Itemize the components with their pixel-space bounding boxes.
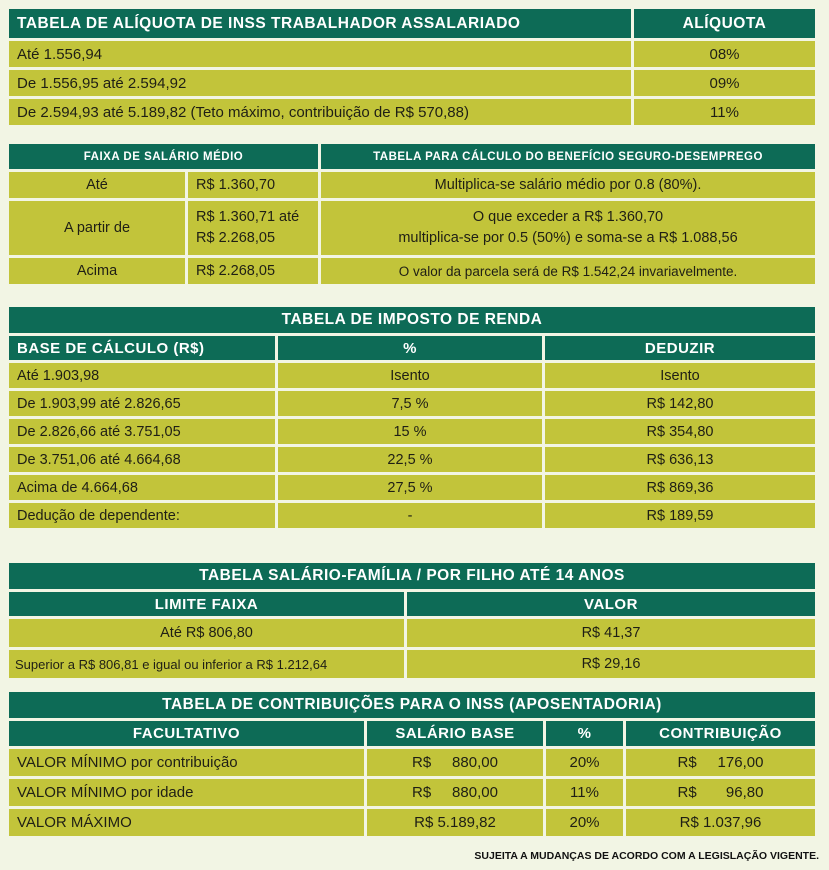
table-row [9, 41, 815, 67]
percent-header: % [278, 336, 542, 360]
salario-cell: R$ 880,00 [412, 754, 498, 771]
percent-header: % [546, 721, 623, 746]
base-calculo-header: BASE DE CÁLCULO (R$) [9, 336, 275, 360]
percent-cell: 11% [570, 784, 599, 801]
faixa-valor-cell: R$ 1.360,70 [196, 177, 276, 193]
deduzir-cell: Isento [660, 367, 700, 384]
base-cell: De 3.751,06 até 4.664,68 [17, 451, 181, 468]
calculo-cell: O que exceder a R$ 1.360,70 multiplica-se por 0.5 (50%) e soma-se a R$ 1.088,56 [398, 209, 738, 246]
table-row [9, 475, 815, 500]
faixa-label-cell: A partir de [63, 220, 131, 236]
base-cell: Até 1.903,98 [17, 367, 100, 384]
table-row [9, 650, 815, 678]
inss-aliquota-table [6, 6, 818, 128]
aposentadoria-table-title: TABELA DE CONTRIBUIÇÕES PARA O INSS (APOSENTADORIA) [9, 692, 815, 718]
percent-cell: 7,5 % [391, 395, 429, 412]
deduzir-cell: R$ 869,36 [646, 479, 714, 496]
table-row [9, 70, 815, 96]
valor-cell: R$ 41,37 [581, 625, 641, 641]
base-cell: Acima de 4.664,68 [17, 479, 138, 496]
table-row [9, 749, 815, 776]
table-row [9, 779, 815, 806]
faixa-valor-cell: R$ 1.360,71 até R$ 2.268,05 [196, 209, 300, 246]
facultativo-cell: VALOR MÍNIMO por idade [17, 784, 194, 801]
facultativo-header: FACULTATIVO [9, 721, 364, 746]
inss-table-title: TABELA DE ALÍQUOTA DE INSS TRABALHADOR ASSALARIADO [9, 9, 631, 38]
percent-cell: 27,5 % [387, 479, 433, 496]
percent-cell: - [407, 507, 413, 524]
faixa-cell: De 2.594,93 até 5.189,82 (Teto máximo, contribuição de R$ 570,88) [17, 103, 469, 121]
aliquota-header: ALÍQUOTA [634, 9, 815, 38]
table-row [9, 391, 815, 416]
aposentadoria-table [6, 689, 818, 839]
percent-cell: 20% [569, 754, 600, 771]
familia-table-title: TABELA SALÁRIO-FAMÍLIA / POR FILHO ATÉ 14 ANOS [9, 563, 815, 589]
base-cell: De 2.826,66 até 3.751,05 [17, 423, 181, 440]
table-row [9, 363, 815, 388]
imposto-renda-table [6, 304, 818, 531]
percent-cell: 20% [569, 814, 600, 831]
deduzir-cell: R$ 636,13 [646, 451, 714, 468]
salario-cell: R$ 5.189,82 [414, 814, 496, 831]
salario-base-header: SALÁRIO BASE [367, 721, 543, 746]
faixa-cell: Até 1.556,94 [17, 45, 103, 63]
aliquota-cell: 09% [709, 74, 740, 92]
table-row [9, 201, 815, 255]
aliquota-cell: 08% [709, 45, 740, 63]
salario-cell: R$ 880,00 [412, 784, 498, 801]
percent-cell: 15 % [393, 423, 427, 440]
faixa-cell: De 1.556,95 até 2.594,92 [17, 74, 187, 92]
footer-note: SUJEITA A MUDANÇAS DE ACORDO COM A LEGISLAÇÃO VIGENTE. [474, 850, 819, 862]
valor-header: VALOR [407, 592, 815, 616]
calculo-cell: O valor da parcela será de R$ 1.542,24 invariavelmente. [398, 263, 738, 279]
contribuicao-cell: R$ 176,00 [677, 754, 764, 771]
salario-familia-table [6, 560, 818, 681]
valor-cell: R$ 29,16 [581, 656, 641, 672]
seguro-desemprego-table [6, 141, 818, 287]
table-row [9, 172, 815, 198]
ir-table-title: TABELA DE IMPOSTO DE RENDA [9, 307, 815, 333]
aliquota-cell: 11% [710, 103, 739, 121]
limite-cell: Até R$ 806,80 [160, 625, 253, 641]
contribuicao-cell: R$ 1.037,96 [679, 814, 762, 831]
percent-cell: Isento [390, 367, 430, 384]
deduzir-cell: R$ 142,80 [646, 395, 714, 412]
table-row [9, 503, 815, 528]
calculo-header: TABELA PARA CÁLCULO DO BENEFÍCIO SEGURO-DESEMPREGO [321, 144, 815, 169]
contribuicao-cell: R$ 96,80 [677, 784, 764, 801]
table-row [9, 809, 815, 836]
table-row [9, 447, 815, 472]
table-row [9, 619, 815, 647]
base-cell: De 1.903,99 até 2.826,65 [17, 395, 181, 412]
faixa-label-cell: Acima [76, 263, 118, 279]
facultativo-cell: VALOR MÁXIMO [17, 814, 132, 831]
deduzir-cell: R$ 189,59 [646, 507, 714, 524]
table-row [9, 258, 815, 284]
base-cell: Dedução de dependente: [17, 507, 180, 524]
calculo-cell: Multiplica-se salário médio por 0.8 (80%). [434, 177, 702, 193]
limite-cell: Superior a R$ 806,81 e igual ou inferior a R$ 1.212,64 [15, 656, 328, 672]
faixa-salario-header: FAIXA DE SALÁRIO MÉDIO [9, 144, 318, 169]
contribuicao-header: CONTRIBUIÇÃO [626, 721, 815, 746]
table-row [9, 419, 815, 444]
limite-faixa-header: LIMITE FAIXA [9, 592, 404, 616]
facultativo-cell: VALOR MÍNIMO por contribuição [17, 754, 238, 771]
faixa-label-cell: Até [86, 177, 108, 193]
faixa-valor-cell: R$ 2.268,05 [196, 263, 276, 279]
table-row [9, 99, 815, 125]
deduzir-header: DEDUZIR [545, 336, 815, 360]
percent-cell: 22,5 % [387, 451, 433, 468]
deduzir-cell: R$ 354,80 [646, 423, 714, 440]
